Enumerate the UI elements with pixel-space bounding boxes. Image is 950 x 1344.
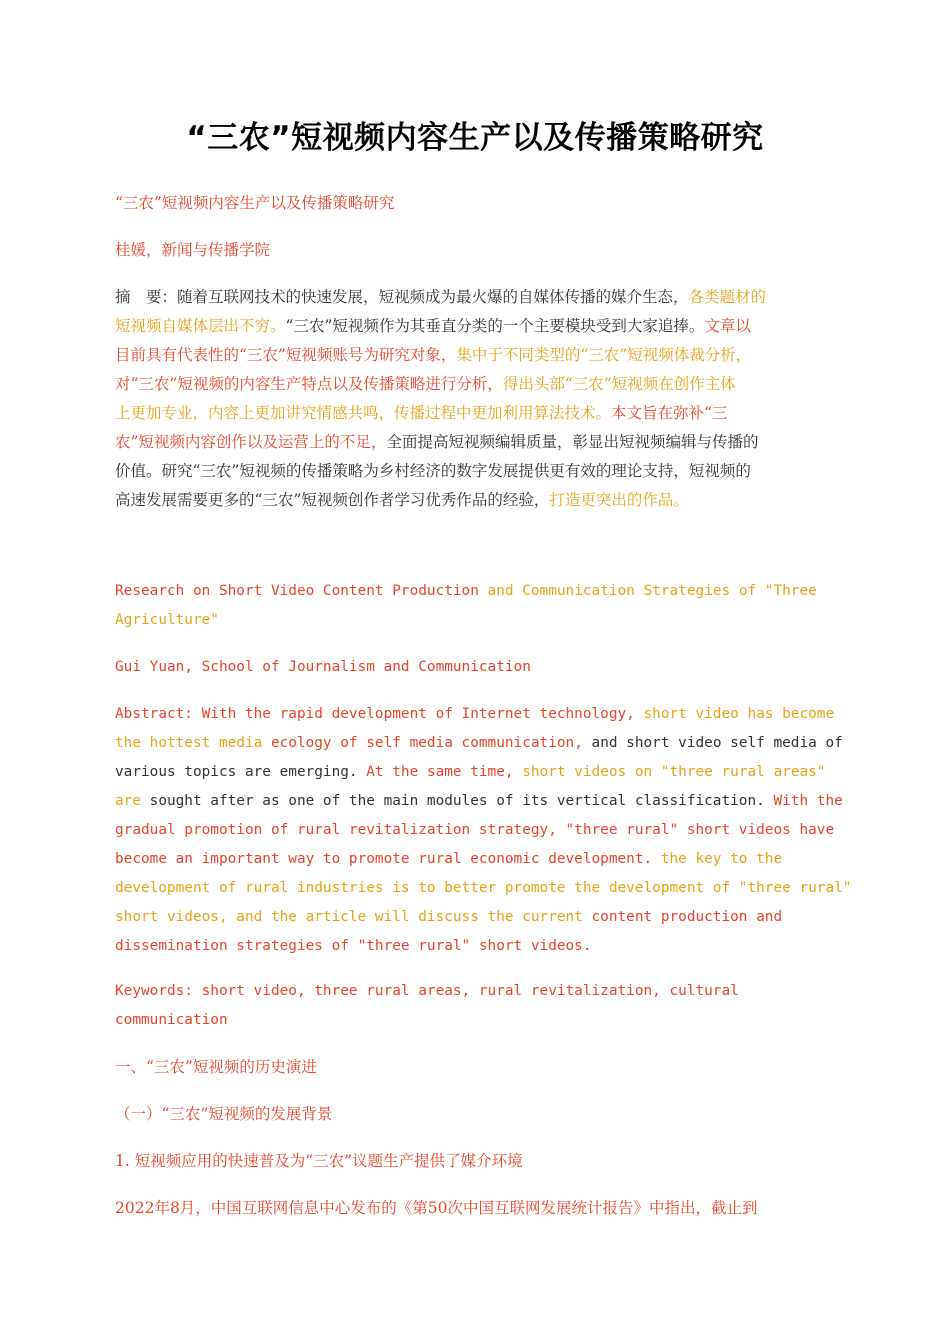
english-author: Gui Yuan, School of Journalism and Communication xyxy=(115,659,531,675)
text-segment: 文章以 xyxy=(704,317,751,335)
text-line xyxy=(115,874,852,903)
abstract-cn xyxy=(115,283,835,515)
text-line xyxy=(115,758,835,787)
text-segment: short videos on "three rural areas" xyxy=(522,764,826,780)
text-line xyxy=(115,370,835,399)
text-line xyxy=(115,1006,835,1035)
text-line xyxy=(115,787,843,816)
text-segment: Agriculture" xyxy=(115,612,219,628)
text-segment: 农”短视频内容创作以及运营上的不足， xyxy=(115,433,387,451)
text-segment: ecology of self media communication, xyxy=(270,735,592,751)
text-segment: the key to the xyxy=(660,851,783,867)
text-segment: development of rural industries is to better promote the development of "three rural" xyxy=(115,880,852,896)
abstract-en xyxy=(115,700,852,961)
text-line xyxy=(115,399,835,428)
text-segment: 摘 要：随着互联网技术的快速发展，短视频成为最火爆的自媒体传播的媒介生态， xyxy=(115,288,689,306)
text-segment: 上更加专业，内容上更加讲究情感共鸣，传播过程中更加利用算法技术。 xyxy=(115,404,612,422)
text-segment: become an important way to promote rural economic development. xyxy=(115,851,661,867)
text-line xyxy=(115,903,835,932)
text-line xyxy=(115,729,843,758)
keywords xyxy=(115,977,835,1035)
text-segment: sought after as one of the main modules of its vertical classification. xyxy=(149,793,774,809)
text-line xyxy=(115,977,835,1006)
text-segment: Keywords: short video, three rural areas, rural revitalization, cultural xyxy=(115,983,739,999)
section-heading-1-1: （一）“三农”短视频的发展背景 xyxy=(115,1105,333,1123)
author-line: 桂媛，新闻与传播学院 xyxy=(115,241,271,259)
text-segment: At the same time, xyxy=(366,764,523,780)
text-line xyxy=(115,816,835,845)
text-segment: 短视频自媒体层出不穷。 xyxy=(115,317,286,335)
subtitle: “三农”短视频内容生产以及传播策略研究 xyxy=(115,194,395,212)
text-segment: 目前具有代表性的“三农”短视频账号为研究对象， xyxy=(115,346,457,364)
text-segment: short videos, and the article will discuss the current xyxy=(115,909,592,925)
section-heading-1: 一、“三农”短视频的历史演进 xyxy=(115,1058,317,1076)
text-line xyxy=(115,845,835,874)
text-segment: gradual promotion of rural revitalization strategy, "three rural" short videos have xyxy=(115,822,835,838)
text-line xyxy=(115,700,835,729)
text-segment: Research on Short Video Content Production xyxy=(115,583,488,599)
text-line xyxy=(115,606,835,635)
text-line xyxy=(115,932,835,961)
english-title xyxy=(115,577,835,635)
text-segment: short video has become xyxy=(643,706,835,722)
text-segment: content production and xyxy=(591,909,783,925)
text-segment: With the xyxy=(773,793,843,809)
text-line xyxy=(115,283,835,312)
text-segment: and short video self media of xyxy=(591,735,843,751)
text-segment: “三农”短视频作为其垂直分类的一个主要模块受到大家追捧。 xyxy=(285,317,705,335)
text-segment: 全面提高短视频编辑质量，彰显出短视频编辑与传播的 xyxy=(386,433,759,451)
section-heading-1-1-1: 1. 短视频应用的快速普及为“三农”议题生产提供了媒介环境 xyxy=(115,1152,523,1170)
text-segment: are xyxy=(115,793,150,809)
text-segment: 对“三农”短视频的内容生产特点以及传播策略进行分析， xyxy=(115,375,503,393)
text-segment: 集中于不同类型的“三农”短视频体裁分析， xyxy=(456,346,752,364)
text-segment: 高速发展需要更多的“三农”短视频创作者学习优秀作品的经验， xyxy=(115,491,550,509)
text-segment: 得出头部“三农”短视频在创作主体 xyxy=(502,375,736,393)
text-segment: communication xyxy=(115,1012,228,1028)
paragraph-text: 2022年8月，中国互联网信息中心发布的《第50次中国互联网发展统计报告》中指出，截止到 xyxy=(115,1199,758,1217)
text-line xyxy=(115,428,835,457)
text-line xyxy=(115,312,835,341)
text-segment: dissemination strategies of "three rural" short videos. xyxy=(115,938,592,954)
text-segment: 价值。研究“三农”短视频的传播策略为乡村经济的数字发展提供更有效的理论支持，短视频的 xyxy=(115,462,751,480)
text-line xyxy=(115,577,835,606)
text-segment: 本文旨在弥补“三 xyxy=(611,404,728,422)
text-segment: various topics are emerging. xyxy=(115,764,367,780)
document-title: “三农”短视频内容生产以及传播策略研究 xyxy=(186,120,764,156)
text-segment: 打造更突出的作品。 xyxy=(549,491,689,509)
text-line xyxy=(115,457,835,486)
text-line xyxy=(115,341,835,370)
text-segment: the hottest media xyxy=(115,735,271,751)
text-segment: and Communication Strategies of "Three xyxy=(487,583,817,599)
text-segment: 各类题材的 xyxy=(688,288,767,306)
text-segment: Abstract: With the rapid development of Internet technology, xyxy=(115,706,644,722)
text-line xyxy=(115,486,835,515)
